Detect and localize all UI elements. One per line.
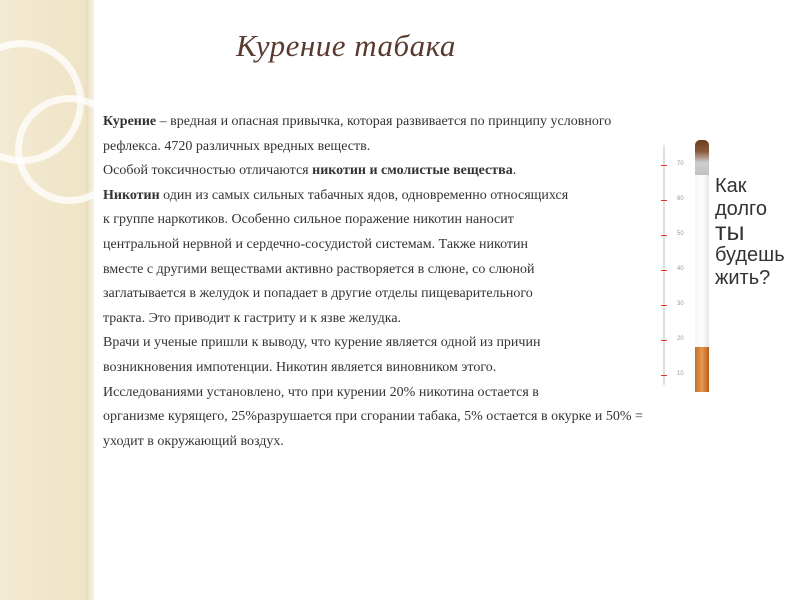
cigarette-body-icon: [695, 175, 709, 347]
text-span: рефлекса. 4720 различных вредных веществ.: [103, 138, 371, 154]
poster-line: ты: [715, 218, 745, 246]
bold-term: Курение: [103, 114, 157, 129]
text-span: уходит в окружающий воздух.: [103, 433, 284, 449]
scale-tick: [661, 200, 667, 201]
poster-line: Как: [715, 175, 747, 197]
cigarette-poster: [655, 125, 785, 400]
scale-tick: [661, 165, 667, 166]
text-span: тракта. Это приводит к гастриту и к язве желудка.: [103, 310, 402, 326]
slide-title: Курение табака: [236, 28, 456, 63]
scale-tick: [661, 375, 667, 376]
text-span: Врачи и ученые пришли к выводу, что курение является одной из причин: [103, 335, 541, 351]
scale-tick: [661, 340, 667, 341]
bold-term: Никотин: [103, 187, 160, 203]
poster-line: жить?: [715, 267, 771, 289]
poster-caption: [715, 175, 785, 290]
cigarette-ash-icon: [695, 140, 709, 178]
text-span: возникновения импотенции. Никотин является виновником этого.: [103, 359, 497, 375]
text-span: центральной нервной и сердечно-сосудистой системам. Также никотин: [103, 236, 529, 252]
text-line: [103, 430, 753, 455]
scale-tick: [661, 305, 667, 306]
poster-line: будешь: [715, 244, 785, 266]
scale-label: 40: [677, 266, 684, 272]
scale-label: 30: [677, 301, 684, 307]
ruler-scale: [663, 145, 665, 385]
text-span: .: [512, 163, 517, 179]
text-line: [103, 405, 753, 430]
scale-label: 10: [677, 371, 684, 377]
text-span: Особой токсичностью отличаются: [103, 163, 313, 179]
text-span: заглатывается в желудок и попадает в другие отделы пищеварительного: [103, 286, 533, 302]
scale-tick: [661, 270, 667, 271]
bold-term: никотин и смолистые вещества: [312, 163, 513, 179]
text-span: вместе с другими веществами активно растворяется в слюне, со слюной: [103, 261, 535, 277]
scale-label: 70: [677, 161, 684, 167]
text-span: один из самых сильных табачных ядов, одновременно относящихся: [159, 187, 569, 203]
poster-line: долго: [715, 198, 768, 220]
text-span: Исследованиями установлено, что при курении 20% никотина остается в: [103, 384, 539, 400]
text-span: – вредная и опасная привычка, которая развивается по принципу условного: [156, 114, 612, 129]
scale-tick: [661, 235, 667, 236]
text-span: организме курящего, 25%разрушается при сгорании табака, 5% остается в окурке и 50% =: [103, 409, 643, 425]
text-span: к группе наркотиков. Особенно сильное поражение никотин наносит: [103, 212, 514, 228]
scale-label: 50: [677, 231, 684, 237]
scale-label: 60: [677, 196, 684, 202]
cigarette-filter-icon: [695, 347, 709, 392]
decorative-stripe: [86, 0, 94, 600]
scale-label: 20: [677, 336, 684, 342]
